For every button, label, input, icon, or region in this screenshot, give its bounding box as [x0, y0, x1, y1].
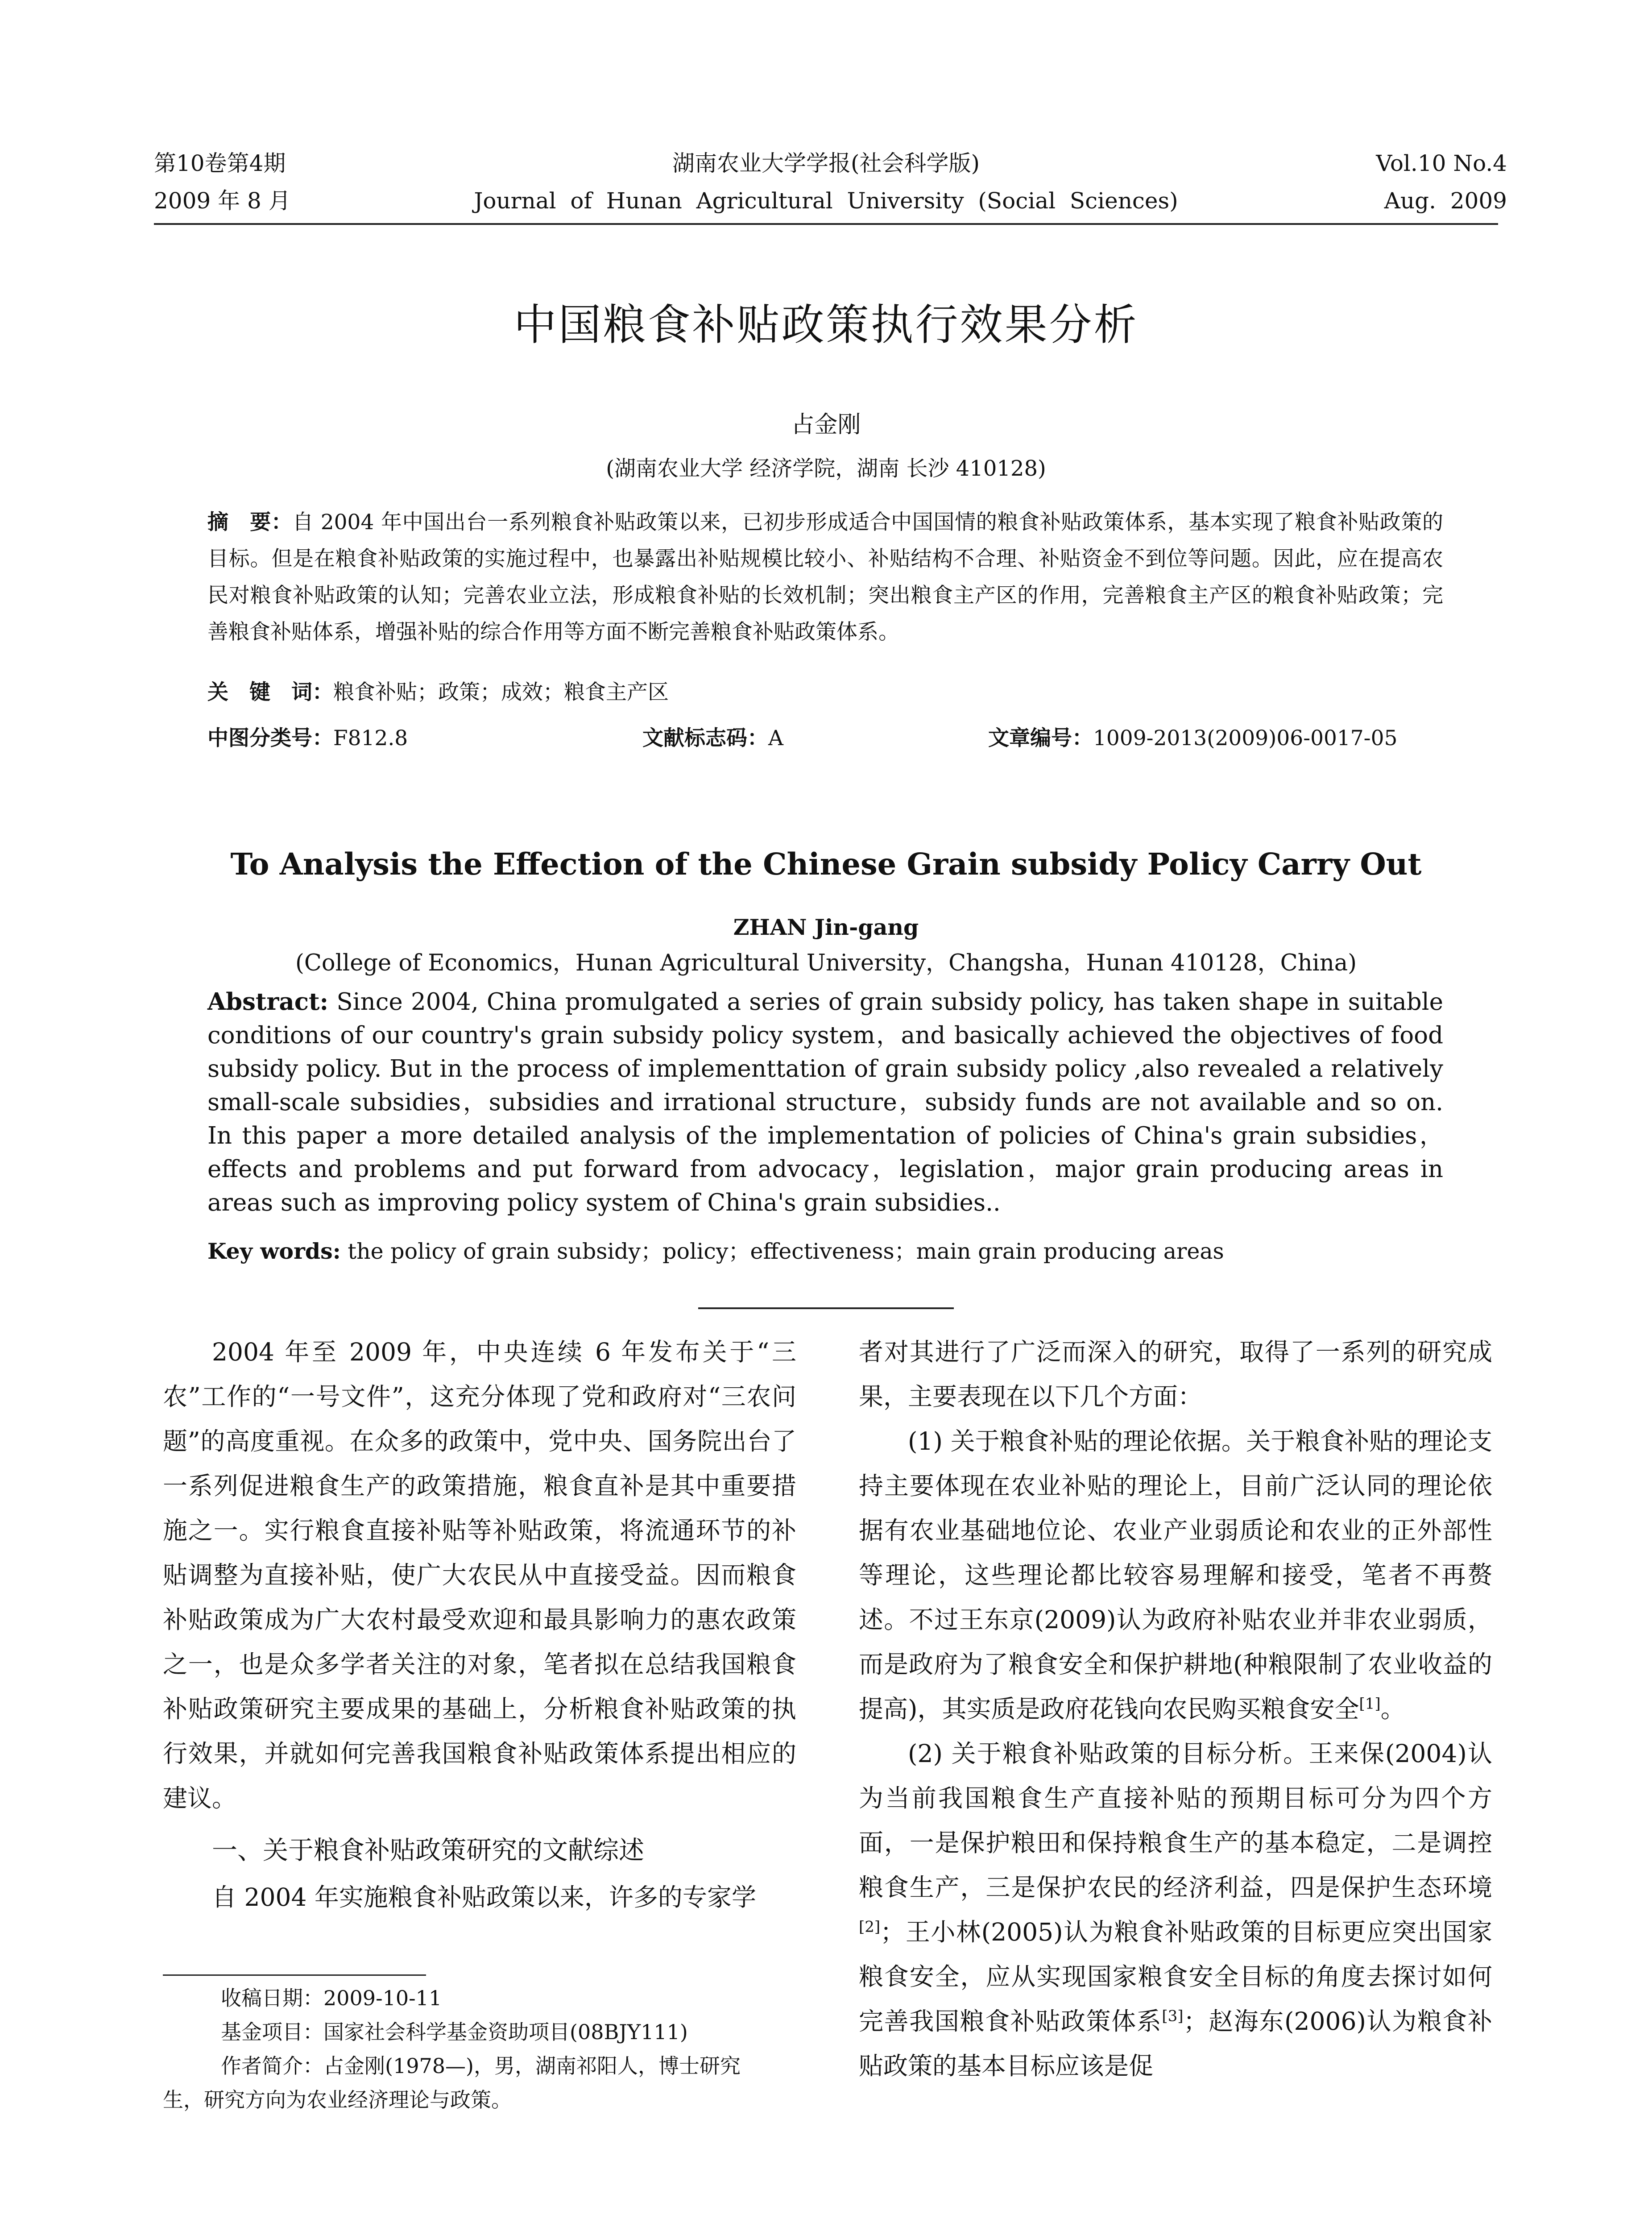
separator-rule [698, 1307, 954, 1309]
footnote-rule [163, 1974, 426, 1976]
header-rule [154, 223, 1498, 225]
body-paragraph: 2004 年至 2009 年，中央连续 6 年发布关于“三农”工作的“一号文件”，这充分体现了党和政府对“三农问题”的高度重视。在众多的政策中，党中央、国务院出台了一系列促进粮食生产的政策措施，粮食直补是其中重要措施之一。实行粮食直接补贴等补贴政策，将流通环节的补贴调整为直接补贴，使广大农民从中直接受益。因而粮食补贴政策成为广大农村最受欢迎和最具影响力的惠农政策之一，也是众多学者关注的对象，笔者拟在总结我国粮食补贴政策研究主要成果的基础上，分析粮食补贴政策的执行效果，并就如何完善我国粮食补贴政策体系提出相应的建议。 [163, 1338, 796, 1812]
document-code [642, 725, 783, 752]
body-paragraph: 自 2004 年实施粮食补贴政策以来，许多的专家学 [212, 1883, 756, 1912]
paragraph-text: (2) 关于粮食补贴政策的目标分析。王来保(2004)认为当前我国粮食生产直接补贴的预期目标可分为四个方面，一是保护粮田和保持粮食生产的基本稳定，二是调控粮食生产，三是保护农民的经济利益，四是保护生态环境 [859, 1739, 1492, 1902]
footnote-bio-cont: 生，研究方向为农业经济理论与政策。 [163, 2088, 512, 2112]
paper-title-cn: 中国粮食补贴政策执行效果分析 [513, 300, 1139, 350]
keywords-en-label: Key words: [207, 1238, 341, 1264]
doc-code-label: 文献标志码： [642, 726, 768, 751]
paper-title-en: To Analysis the Effection of the Chinese Grain subsidy Policy Carry Out [230, 846, 1422, 882]
keywords-en-text: the policy of grain subsidy；policy；effectiveness；main grain producing areas [340, 1239, 1224, 1264]
abstract-cn [207, 504, 1443, 651]
keywords-cn [207, 679, 669, 706]
journal-name-cn: 湖南农业大学学报(社会科学版) [672, 150, 980, 176]
footnote-fund: 基金项目：国家社会科学基金资助项目(08BJY111) [221, 2020, 688, 2044]
citation-ref: [1] [1359, 1695, 1381, 1713]
body-right-column [859, 1330, 1492, 2088]
body-paragraph [859, 1731, 1492, 2088]
keywords-en [207, 1237, 1443, 1265]
citation-ref: [3] [1162, 2007, 1184, 2025]
doc-code-value: A [768, 726, 783, 751]
abstract-en-label: Abstract: [207, 988, 329, 1016]
paragraph-end: 。 [1380, 1695, 1405, 1723]
section-heading: 一、关于粮食补贴政策研究的文献综述 [212, 1836, 644, 1865]
affiliation-cn: (湖南农业大学 经济学院，湖南 长沙 410128) [606, 456, 1046, 481]
footnote-bio: 作者简介：占金刚(1978—)，男，湖南祁阳人，博士研究 [221, 2054, 741, 2078]
paragraph-text: (1) 关于粮食补贴的理论依据。关于粮食补贴的理论支持主要体现在农业补贴的理论上，目前广泛认同的理论依据有农业基础地位论、农业产业弱质论和农业的正外部性等理论，这些理论都比较容易理解和接受，笔者不再赘述。不过王东京(2009)认为政府补贴农业并非农业弱质，而是政府为了粮食安全和保护耕地(种粮限制了农业收益的提高)，其实质是政府花钱向农民购买粮食安全 [859, 1427, 1492, 1723]
journal-volume-issue: 第10卷第4期 [154, 150, 286, 176]
journal-date-en: Aug. 2009 [1384, 188, 1507, 214]
paragraph-text: ；赵海东(2006)认为粮食补贴政策的基本目标应该是促 [859, 2007, 1492, 2080]
paragraph-text: ；王小林(2005)认为粮食补贴政策的目标更应突出国家粮食安全，应从实现国家粮食安全目标的角度去探讨如何完善我国粮食补贴政策体系 [859, 1918, 1492, 2036]
body-left-column [163, 1330, 796, 1920]
abstract-en-text: Since 2004, China promulgated a series of grain subsidy policy, has taken shape in suitable conditions of our country's grain subsidy policy system，and basically achieved the objectives of food subsidy policy. But in the process of implementtation of grain subsidy policy ,also revealed a relatively small-scale subsidies，subsidies and irrational structure，subsidy funds are not available and so on. In this paper a more detailed analysis of the implementation of policies of China's grain subsidies，effects and problems and put forward from advocacy，legislation，major grain producing areas in areas such as improving policy system of China's grain subsidies.. [207, 988, 1443, 1216]
abstract-cn-text: 自 2004 年中国出台一系列粮食补贴政策以来，已初步形成适合中国国情的粮食补贴政策体系，基本实现了粮食补贴政策的目标。但是在粮食补贴政策的实施过程中，也暴露出补贴规模比较小、补贴结构不合理、补贴资金不到位等问题。因此，应在提高农民对粮食补贴政策的认知；完善农业立法，形成粮食补贴的长效机制；突出粮食主产区的作用，完善粮食主产区的粮食补贴政策；完善粮食补贴体系，增强补贴的综合作用等方面不断完善粮食补贴政策体系。 [207, 510, 1443, 644]
footnote-received: 收稿日期：2009-10-11 [221, 1986, 442, 2010]
journal-volume-en: Vol.10 No.4 [1376, 150, 1507, 176]
abstract-cn-label: 摘 要： [207, 510, 293, 535]
clc-value: F812.8 [333, 726, 408, 751]
article-number-value: 1009-2013(2009)06-0017-05 [1093, 726, 1398, 751]
author-en: ZHAN Jin-gang [733, 914, 919, 940]
keywords-cn-label: 关 键 词： [207, 680, 333, 705]
abstract-en [207, 985, 1443, 1219]
journal-date: 2009 年 8 月 [154, 188, 291, 214]
journal-name-en: Journal of Hunan Agricultural University (Social Sciences) [474, 188, 1178, 214]
citation-ref: [2] [859, 1918, 881, 1936]
body-paragraph [859, 1419, 1492, 1731]
body-paragraph: 者对其进行了广泛而深入的研究，取得了一系列的研究成果，主要表现在以下几个方面： [859, 1338, 1492, 1411]
footnotes [163, 1981, 810, 2117]
keywords-cn-text: 粮食补贴；政策；成效；粮食主产区 [333, 680, 669, 705]
clc-number [207, 725, 408, 752]
affiliation-en: (College of Economics，Hunan Agricultural University，Changsha，Hunan 410128，China) [295, 950, 1357, 976]
article-number-label: 文章编号： [988, 726, 1093, 751]
article-number [988, 725, 1397, 752]
clc-label: 中图分类号： [207, 726, 333, 751]
author-cn: 占金刚 [791, 411, 861, 438]
